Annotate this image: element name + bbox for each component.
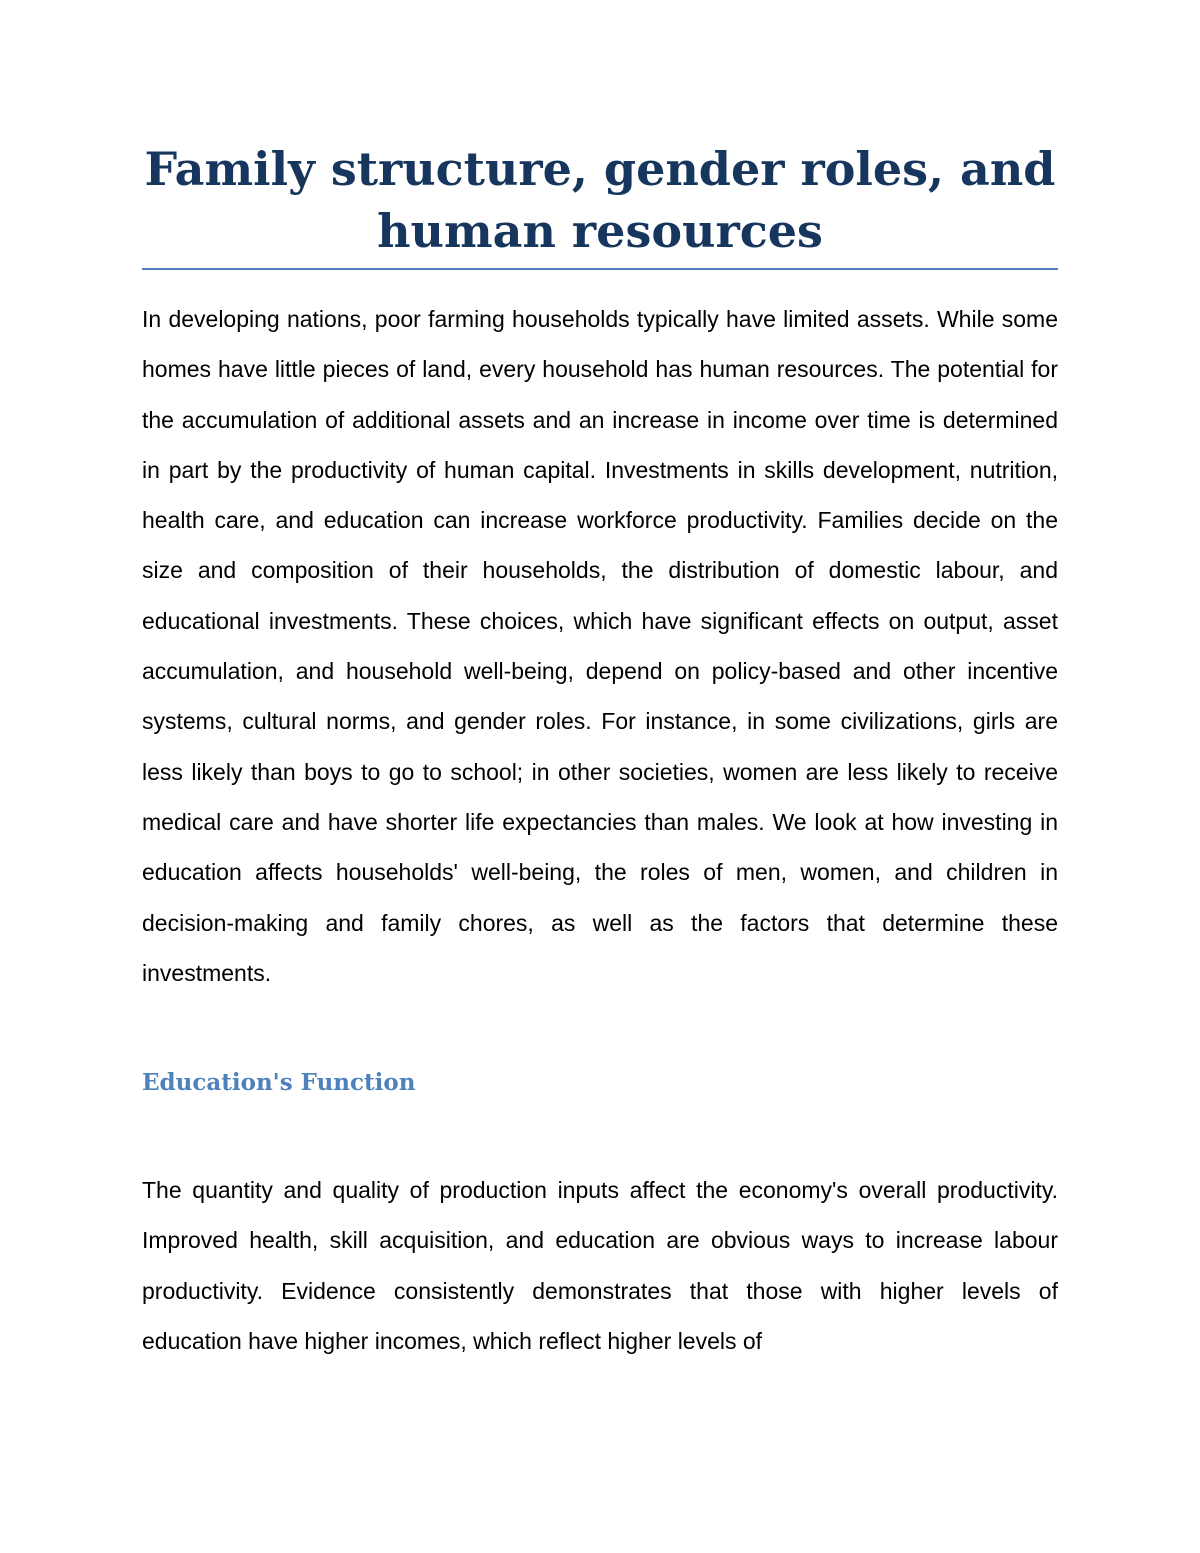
- intro-paragraph: In developing nations, poor farming households typically have limited assets. While some homes have little pieces of land, every household has human resources. The potential for the accumulation of additional assets and an increase in income over time is determined in part by the productivity of human capital. Investments in skills development, nutrition, health care, and education can increase workforce productivity. Families decide on the size and composition of their households, the distribution of domestic labour, and educational investments. These choices, which have significant effects on output, asset accumulation, and household well-being, depend on policy-based and other incentive systems, cultural norms, and gender roles. For instance, in some civilizations, girls are less likely than boys to go to school; in other societies, women are less likely to receive medical care and have shorter life expectancies than males. We look at how investing in education affects households' well-being, the roles of men, women, and children in decision-making and family chores, as well as the factors that determine these investments.: [142, 306, 1058, 986]
- document-content: [142, 138, 1058, 1366]
- title-underline-rule: [142, 268, 1058, 270]
- section-paragraph: The quantity and quality of production inputs affect the economy's overall productivity. Improved health, skill acquisition, and education are obvious ways to increase labour productivity. Evidence consistently demonstrates that those with higher levels of education have higher incomes, which reflect higher levels of: [142, 1177, 1058, 1355]
- document-title: Family structure, gender roles, and human resources: [144, 142, 1056, 258]
- section-heading-education: Education's Function: [142, 1069, 416, 1097]
